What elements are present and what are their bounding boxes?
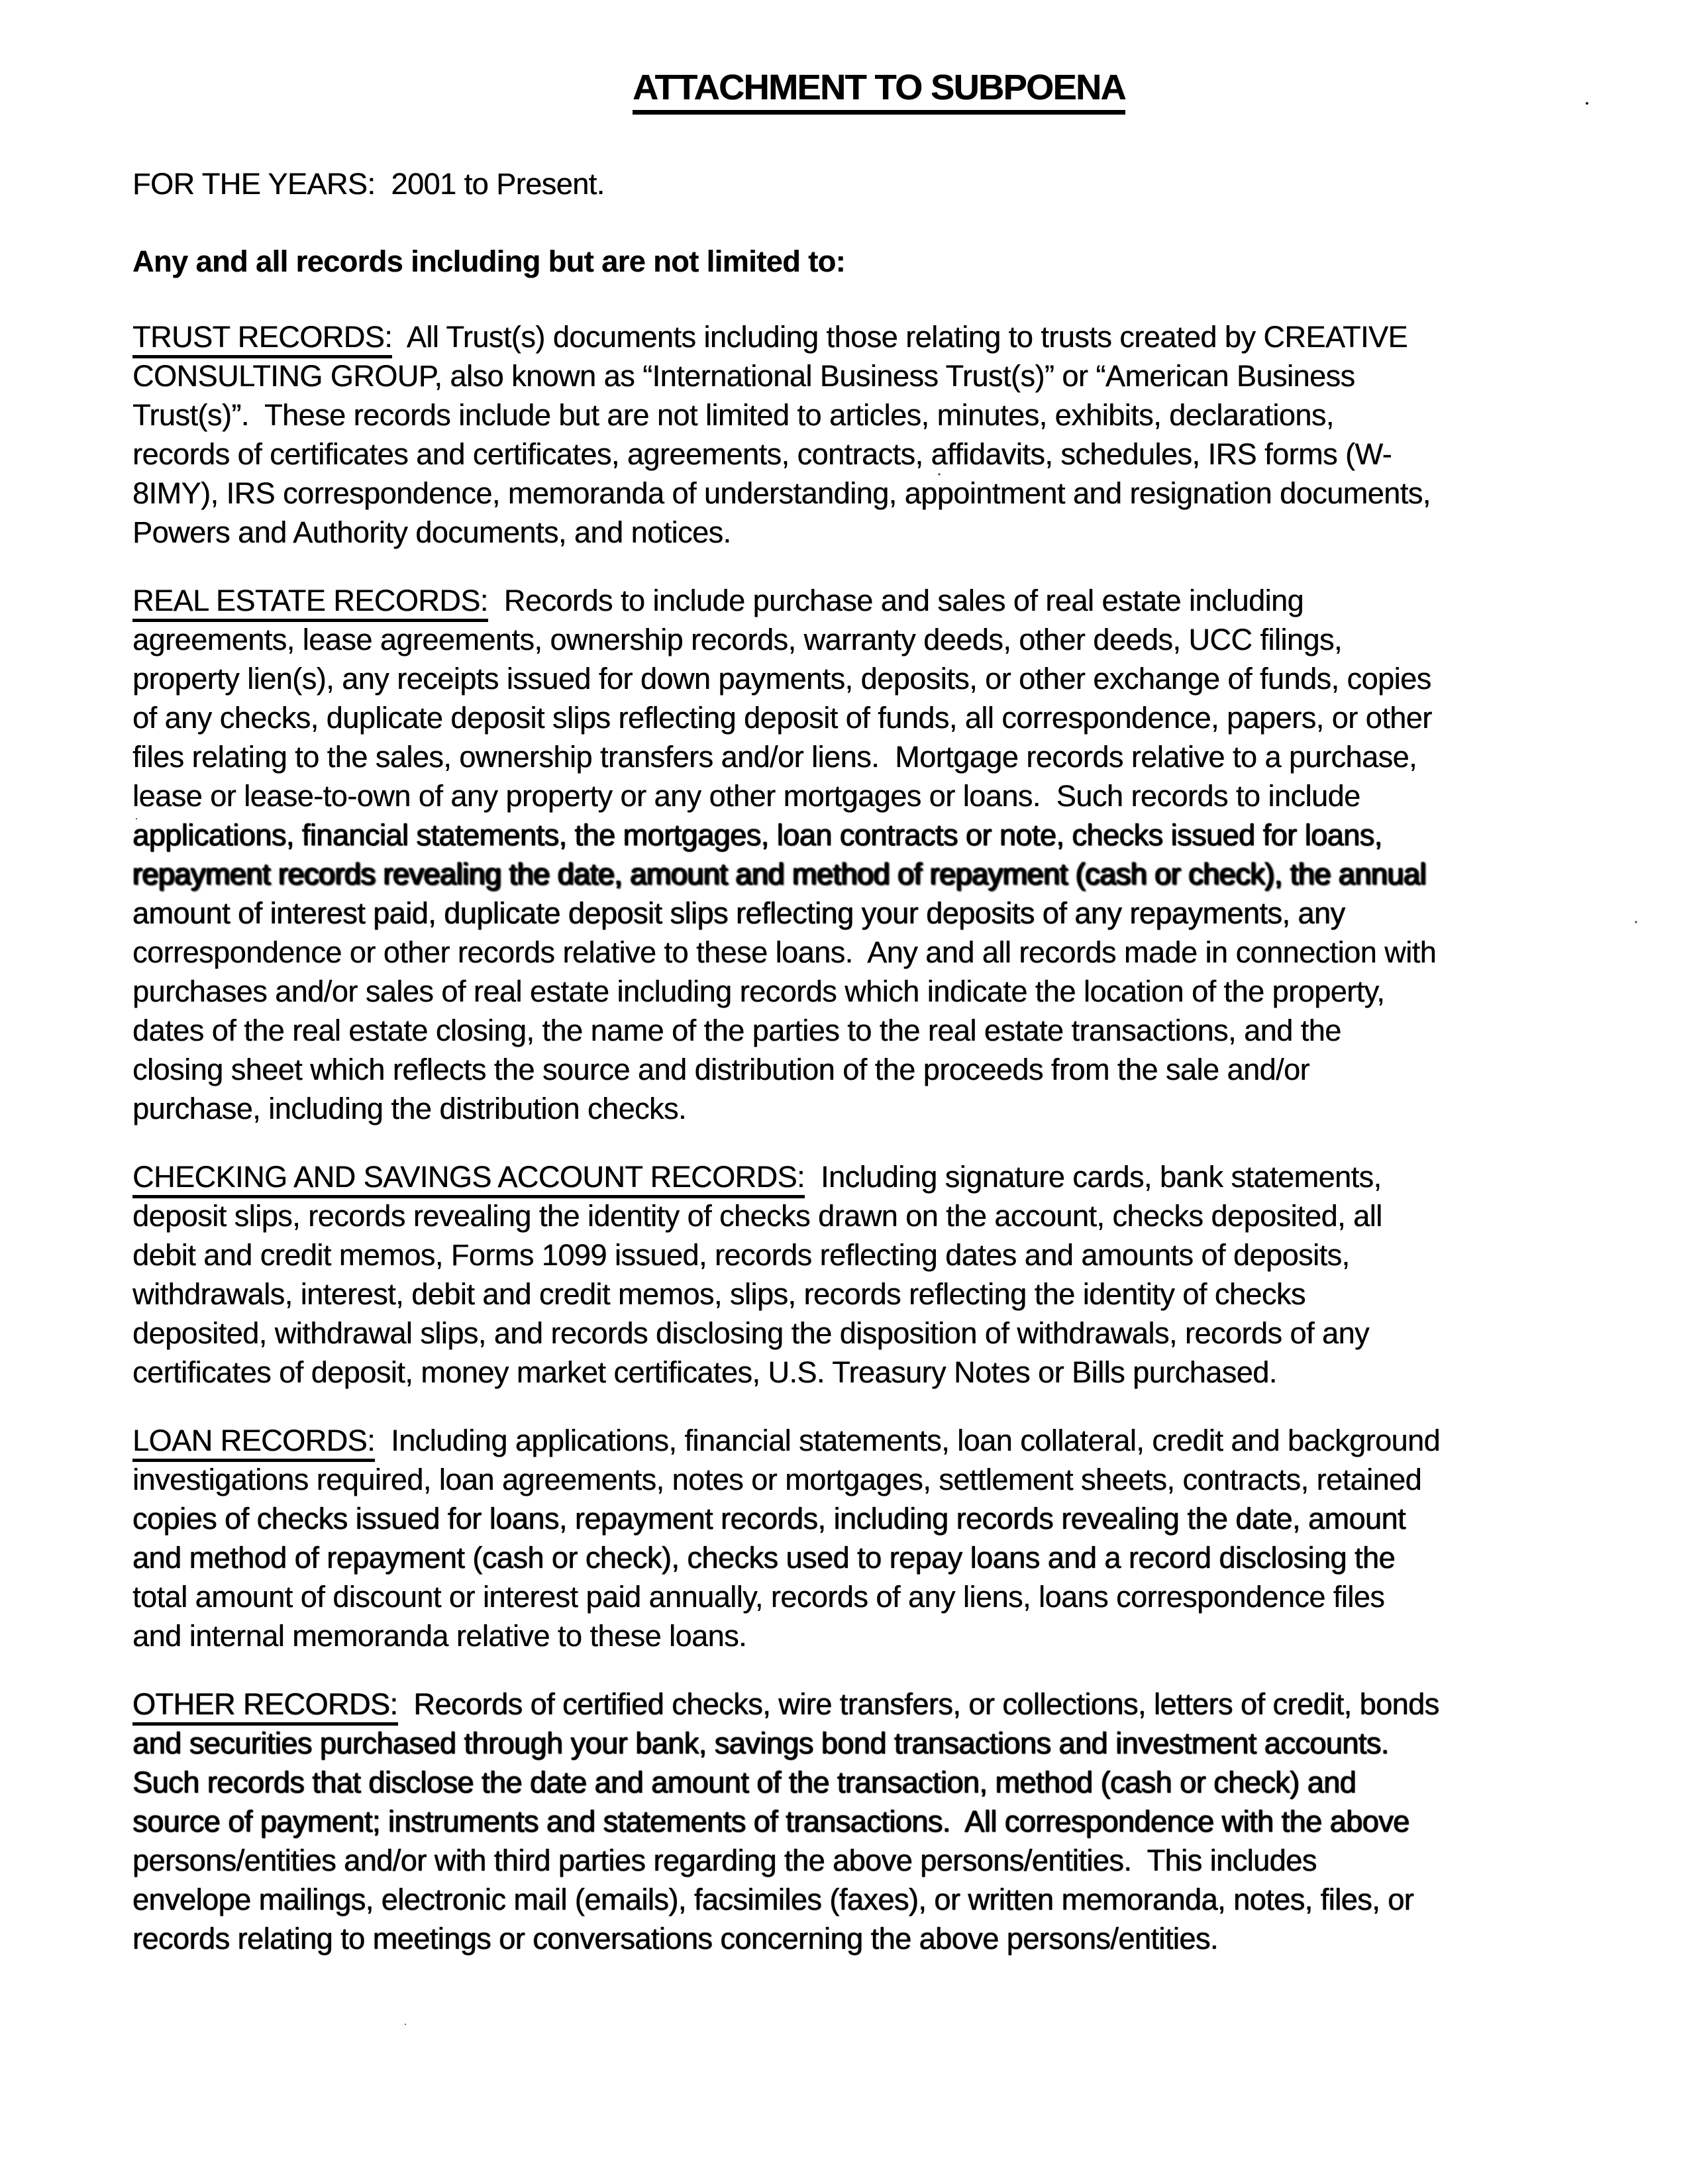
intro-line: Any and all records including but are not limited to: (132, 244, 846, 278)
section-real-estate-records (132, 581, 1590, 1128)
text-line: deposit slips, records revealing the identity of checks drawn on the account, checks deposited, all (132, 1199, 1382, 1233)
text-line: purchase, including the distribution checks. (132, 1092, 686, 1125)
text-line: applications, financial statements, the mortgages, loan contracts or note, checks issued for loans, (132, 818, 1382, 852)
text-line: lease or lease-to-own of any property or any other mortgages or loans. Such records to include (132, 779, 1360, 813)
text-line: withdrawals, interest, debit and credit memos, slips, records reflecting the identity of checks (132, 1277, 1305, 1311)
text-line: correspondence or other records relative to these loans. Any and all records made in connection with (132, 935, 1437, 969)
section-heading: REAL ESTATE RECORDS: (132, 584, 488, 622)
text-line: total amount of discount or interest paid annually, records of any liens, loans correspondence files (132, 1580, 1385, 1614)
text-line: 8IMY), IRS correspondence, memoranda of understanding, appointment and resignation documents, (132, 476, 1431, 510)
text-line: amount of interest paid, duplicate deposit slips reflecting your deposits of any repayments, any (132, 896, 1345, 930)
section-heading: OTHER RECORDS: (132, 1687, 398, 1726)
text-line: records of certificates and certificates, agreements, contracts, affidavits, schedules, IRS forms (W- (132, 437, 1392, 471)
section-heading: CHECKING AND SAVINGS ACCOUNT RECORDS: (132, 1160, 805, 1198)
section-loan-records (132, 1421, 1590, 1655)
text-line: purchases and/or sales of real estate including records which indicate the location of the property, (132, 974, 1385, 1008)
text-line: and securities purchased through your bank, savings bond transactions and investment accounts. (132, 1726, 1389, 1760)
section-heading: LOAN RECORDS: (132, 1424, 375, 1462)
text-line: Trust(s)”. These records include but are not limited to articles, minutes, exhibits, declarations, (132, 398, 1334, 432)
text-line: TRUST RECORDS: All Trust(s) documents including those relating to trusts created by CREATIVE (132, 317, 1590, 356)
section-trust-records (132, 317, 1590, 552)
text-line: debit and credit memos, Forms 1099 issued, records reflecting dates and amounts of deposits, (132, 1238, 1350, 1272)
text-line: closing sheet which reflects the source and distribution of the proceeds from the sale and/or (132, 1053, 1310, 1086)
document-title (150, 66, 1608, 118)
text-line: of any checks, duplicate deposit slips reflecting deposit of funds, all correspondence, papers, or other (132, 701, 1432, 735)
text-line: copies of checks issued for loans, repayment records, including records revealing the date, amount (132, 1502, 1406, 1535)
text-line: agreements, lease agreements, ownership records, warranty deeds, other deeds, UCC filings, (132, 623, 1342, 656)
text-line: certificates of deposit, money market certificates, U.S. Treasury Notes or Bills purchased. (132, 1355, 1277, 1389)
for-years-line: FOR THE YEARS: 2001 to Present. (132, 167, 605, 201)
text-line: records relating to meetings or conversations concerning the above persons/entities. (132, 1922, 1218, 1955)
text-line: dates of the real estate closing, the name of the parties to the real estate transactions, and the (132, 1014, 1341, 1047)
text-line: investigations required, loan agreements, notes or mortgages, settlement sheets, contracts, retained (132, 1463, 1422, 1496)
text-line: Such records that disclose the date and amount of the transaction, method (cash or check) and (132, 1765, 1356, 1799)
document-title-text: ATTACHMENT TO SUBPOENA (633, 68, 1125, 115)
text-line: CONSULTING GROUP, also known as “International Business Trust(s)” or “American Business (132, 359, 1355, 393)
section-checking-and-savings-account-records (132, 1157, 1590, 1392)
text-line: repayment records revealing the date, amount and method of repayment (cash or check), the annual (132, 857, 1427, 891)
text-line: REAL ESTATE RECORDS: Records to include purchase and sales of real estate including (132, 581, 1590, 620)
text-line: CHECKING AND SAVINGS ACCOUNT RECORDS: Including signature cards, bank statements, (132, 1157, 1590, 1196)
text-line: deposited, withdrawal slips, and records disclosing the disposition of withdrawals, records of any (132, 1316, 1369, 1350)
section-other-records (132, 1685, 1590, 1958)
record-sections (132, 317, 1590, 1958)
text-line: OTHER RECORDS: Records of certified checks, wire transfers, or collections, letters of credit, bonds (132, 1685, 1590, 1724)
text-line: files relating to the sales, ownership transfers and/or liens. Mortgage records relative to a purchase, (132, 740, 1417, 774)
text-line: source of payment; instruments and statements of transactions. All correspondence with the above (132, 1804, 1409, 1838)
text-line: and method of repayment (cash or check), checks used to repay loans and a record disclosing the (132, 1541, 1396, 1575)
text-line: Powers and Authority documents, and notices. (132, 515, 731, 549)
text-line: property lien(s), any receipts issued for down payments, deposits, or other exchange of funds, copies (132, 662, 1431, 696)
section-heading: TRUST RECORDS: (132, 320, 392, 358)
text-line: and internal memoranda relative to these loans. (132, 1619, 747, 1653)
text-line: envelope mailings, electronic mail (emails), facsimiles (faxes), or written memoranda, notes, files, or (132, 1883, 1414, 1916)
text-line: persons/entities and/or with third parties regarding the above persons/entities. This includes (132, 1844, 1317, 1877)
text-line: LOAN RECORDS: Including applications, financial statements, loan collateral, credit and background (132, 1421, 1590, 1460)
